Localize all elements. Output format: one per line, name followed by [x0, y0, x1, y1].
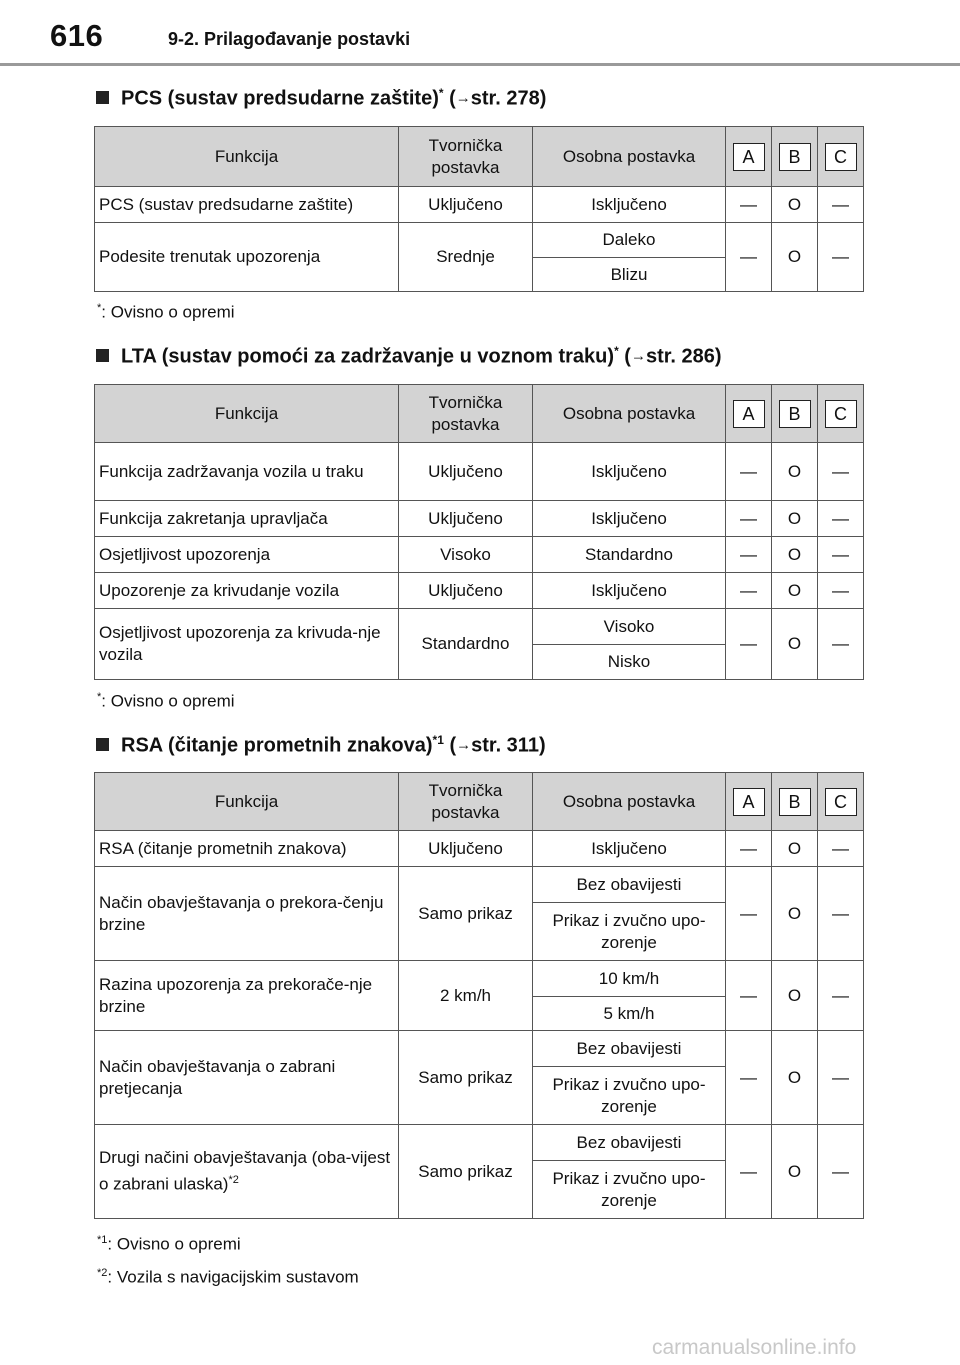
section-bullet-icon — [96, 91, 109, 104]
default-cell: 2 km/h — [399, 961, 533, 1031]
rsa-footnote-2 — [97, 1267, 359, 1288]
mark-c: — — [818, 501, 864, 537]
column-header-function: Funkcija — [95, 385, 399, 443]
lta-footnote — [97, 691, 235, 712]
section-bullet-icon — [96, 738, 109, 751]
footnote-text: : Ovisno o opremi — [101, 691, 235, 711]
option-cell: Bez obavijesti — [533, 1031, 726, 1067]
section-bullet-icon — [96, 349, 109, 362]
function-cell: Podesite trenutak upozorenja — [95, 223, 399, 292]
table-row — [95, 537, 864, 573]
function-cell: RSA (čitanje prometnih znakova) — [95, 831, 399, 867]
pcs-section-title: PCS (sustav predsudarne zaštite)* (→str. 278) — [96, 86, 546, 111]
mark-b: O — [772, 443, 818, 501]
option-cell: Visoko — [533, 609, 726, 645]
rsa-section-title: RSA (čitanje prometnih znakova)$^{*1}$ (→str. 311) — [96, 733, 546, 758]
mark-a: — — [726, 1125, 772, 1219]
footnote-text: : Vozila s navigacijskim sustavom — [107, 1267, 359, 1287]
chapter-title: 9-2. Prilagođavanje postavki — [168, 29, 411, 49]
column-header-custom: Osobna postavka — [533, 127, 726, 187]
mark-c: — — [818, 187, 864, 223]
table-header-row — [95, 385, 864, 443]
column-header-c — [818, 773, 864, 831]
option-cell: Standardno — [533, 537, 726, 573]
rsa-title-footnote-mark: *1 — [432, 733, 444, 747]
badge-b: B — [779, 400, 811, 428]
option-cell: Isključeno — [533, 443, 726, 501]
column-header-a — [726, 127, 772, 187]
function-cell: PCS (sustav predsudarne zaštite) — [95, 187, 399, 223]
column-header-default: Tvornička postavka — [399, 385, 533, 443]
lta-title-text: LTA (sustav pomoći za zadržavanje u voznom traku) — [121, 345, 615, 368]
table-row — [95, 831, 864, 867]
default-cell: Uključeno — [399, 831, 533, 867]
mark-a: — — [726, 537, 772, 573]
rsa-title-text: RSA (čitanje prometnih znakova) — [121, 734, 433, 757]
table-row — [95, 187, 864, 223]
table-row — [95, 961, 864, 997]
mark-c: — — [818, 573, 864, 609]
column-header-b — [772, 385, 818, 443]
option-cell: 10 km/h — [533, 961, 726, 997]
footnote-mark: * — [97, 302, 102, 314]
mark-c: — — [818, 537, 864, 573]
mark-c: — — [818, 1125, 864, 1219]
default-cell: Uključeno — [399, 443, 533, 501]
option-cell: Isključeno — [533, 573, 726, 609]
function-cell: Način obavještavanja o prekora-čenju brzine — [95, 867, 399, 961]
function-cell: Razina upozorenja za prekorače-nje brzine — [95, 961, 399, 1031]
column-header-b — [772, 773, 818, 831]
mark-a: — — [726, 223, 772, 292]
mark-a: — — [726, 443, 772, 501]
mark-c: — — [818, 443, 864, 501]
pcs-title-footnote-mark: * — [438, 86, 444, 100]
rsa-footnote-1 — [97, 1234, 241, 1255]
function-cell: Osjetljivost upozorenja za krivuda-nje vozila — [95, 609, 399, 680]
mark-b: O — [772, 501, 818, 537]
page-reference-arrow-icon: → — [455, 89, 471, 107]
mark-c: — — [818, 1031, 864, 1125]
table-row — [95, 223, 864, 258]
badge-c: C — [825, 143, 857, 171]
option-cell: Bez obavijesti — [533, 867, 726, 903]
option-cell: Daleko — [533, 223, 726, 258]
column-header-default: Tvornička postavka — [399, 773, 533, 831]
lta-section-title: LTA (sustav pomoći za zadržavanje u voznom traku)* (→str. 286) — [96, 344, 722, 369]
column-header-a — [726, 385, 772, 443]
watermark: carmanualsonline.info — [652, 1336, 857, 1359]
lta-settings-table — [94, 384, 864, 680]
mark-a: — — [726, 961, 772, 1031]
option-cell: Isključeno — [533, 501, 726, 537]
function-cell: Funkcija zadržavanja vozila u traku — [95, 443, 399, 501]
default-cell: Uključeno — [399, 573, 533, 609]
default-cell: Srednje — [399, 223, 533, 292]
mark-c: — — [818, 867, 864, 961]
column-header-c — [818, 385, 864, 443]
function-footnote-mark: *2 — [228, 1174, 239, 1187]
badge-c: C — [825, 788, 857, 816]
column-header-custom: Osobna postavka — [533, 773, 726, 831]
mark-b: O — [772, 1125, 818, 1219]
option-cell: Prikaz i zvučno upo-zorenje — [533, 1161, 726, 1219]
pcs-page-reference[interactable]: str. 278) — [470, 87, 547, 110]
column-header-b — [772, 127, 818, 187]
badge-c: C — [825, 400, 857, 428]
mark-b: O — [772, 831, 818, 867]
mark-c: — — [818, 223, 864, 292]
function-cell: Upozorenje za krivudanje vozila — [95, 573, 399, 609]
function-cell: Osjetljivost upozorenja — [95, 537, 399, 573]
mark-c: — — [818, 961, 864, 1031]
mark-b: O — [772, 573, 818, 609]
badge-a: A — [733, 400, 765, 428]
default-cell: Uključeno — [399, 501, 533, 537]
footnote-text: : Ovisno o opremi — [101, 302, 235, 322]
mark-a: — — [726, 187, 772, 223]
default-cell: Standardno — [399, 609, 533, 680]
column-header-function: Funkcija — [95, 773, 399, 831]
badge-a: A — [733, 143, 765, 171]
rsa-page-reference[interactable]: str. 311) — [471, 734, 546, 757]
page-reference-arrow-icon: → — [630, 347, 646, 365]
footnote-text: : Ovisno o opremi — [107, 1234, 241, 1254]
default-cell: Samo prikaz — [399, 1125, 533, 1219]
default-cell: Samo prikaz — [399, 867, 533, 961]
column-header-c — [818, 127, 864, 187]
function-cell — [95, 1125, 399, 1219]
table-row — [95, 573, 864, 609]
function-cell: Funkcija zakretanja upravljača — [95, 501, 399, 537]
option-cell: Prikaz i zvučno upo-zorenje — [533, 903, 726, 961]
mark-a: — — [726, 1031, 772, 1125]
column-header-a — [726, 773, 772, 831]
footnote-mark: *2 — [97, 1267, 108, 1279]
default-cell: Visoko — [399, 537, 533, 573]
mark-b: O — [772, 537, 818, 573]
lta-page-reference[interactable]: str. 286) — [645, 345, 722, 368]
table-row — [95, 1031, 864, 1067]
header-divider — [0, 63, 960, 66]
mark-c: — — [818, 609, 864, 680]
mark-a: — — [726, 573, 772, 609]
function-cell: Način obavještavanja o zabrani pretjecanja — [95, 1031, 399, 1125]
mark-a: — — [726, 609, 772, 680]
option-cell: Nisko — [533, 645, 726, 680]
option-cell: 5 km/h — [533, 997, 726, 1031]
pcs-settings-table — [94, 126, 864, 292]
rsa-settings-table — [94, 772, 864, 1219]
option-cell: Blizu — [533, 258, 726, 292]
mark-c: — — [818, 831, 864, 867]
option-cell: Bez obavijesti — [533, 1125, 726, 1161]
footnote-mark: * — [97, 691, 102, 703]
function-cell-text: Drugi načini obavještavanja (oba-vijest o zabrani ulaska) — [99, 1148, 391, 1194]
page-number: 616 — [50, 18, 104, 53]
table-header-row — [95, 127, 864, 187]
lta-title-footnote-mark: * — [614, 344, 619, 358]
pcs-title-text: PCS (sustav predsudarne zaštite) — [121, 87, 439, 110]
mark-b: O — [772, 867, 818, 961]
mark-a: — — [726, 831, 772, 867]
column-header-default: Tvornička postavka — [399, 127, 533, 187]
mark-b: O — [772, 187, 818, 223]
table-header-row — [95, 773, 864, 831]
mark-a: — — [726, 501, 772, 537]
table-row — [95, 609, 864, 645]
table-row — [95, 1125, 864, 1161]
option-cell: Isključeno — [533, 187, 726, 223]
page-header — [0, 0, 960, 66]
option-cell: Isključeno — [533, 831, 726, 867]
default-cell: Samo prikaz — [399, 1031, 533, 1125]
mark-b: O — [772, 961, 818, 1031]
option-cell: Prikaz i zvučno upo-zorenje — [533, 1067, 726, 1125]
badge-a: A — [733, 788, 765, 816]
pcs-footnote — [97, 302, 235, 323]
default-cell: Uključeno — [399, 187, 533, 223]
table-row — [95, 443, 864, 501]
page-reference-arrow-icon: → — [456, 736, 472, 754]
column-header-custom: Osobna postavka — [533, 385, 726, 443]
table-row — [95, 867, 864, 903]
mark-b: O — [772, 223, 818, 292]
mark-b: O — [772, 1031, 818, 1125]
mark-b: O — [772, 609, 818, 680]
column-header-function: Funkcija — [95, 127, 399, 187]
table-row — [95, 501, 864, 537]
mark-a: — — [726, 867, 772, 961]
badge-b: B — [779, 143, 811, 171]
badge-b: B — [779, 788, 811, 816]
footnote-mark: *1 — [97, 1234, 108, 1246]
